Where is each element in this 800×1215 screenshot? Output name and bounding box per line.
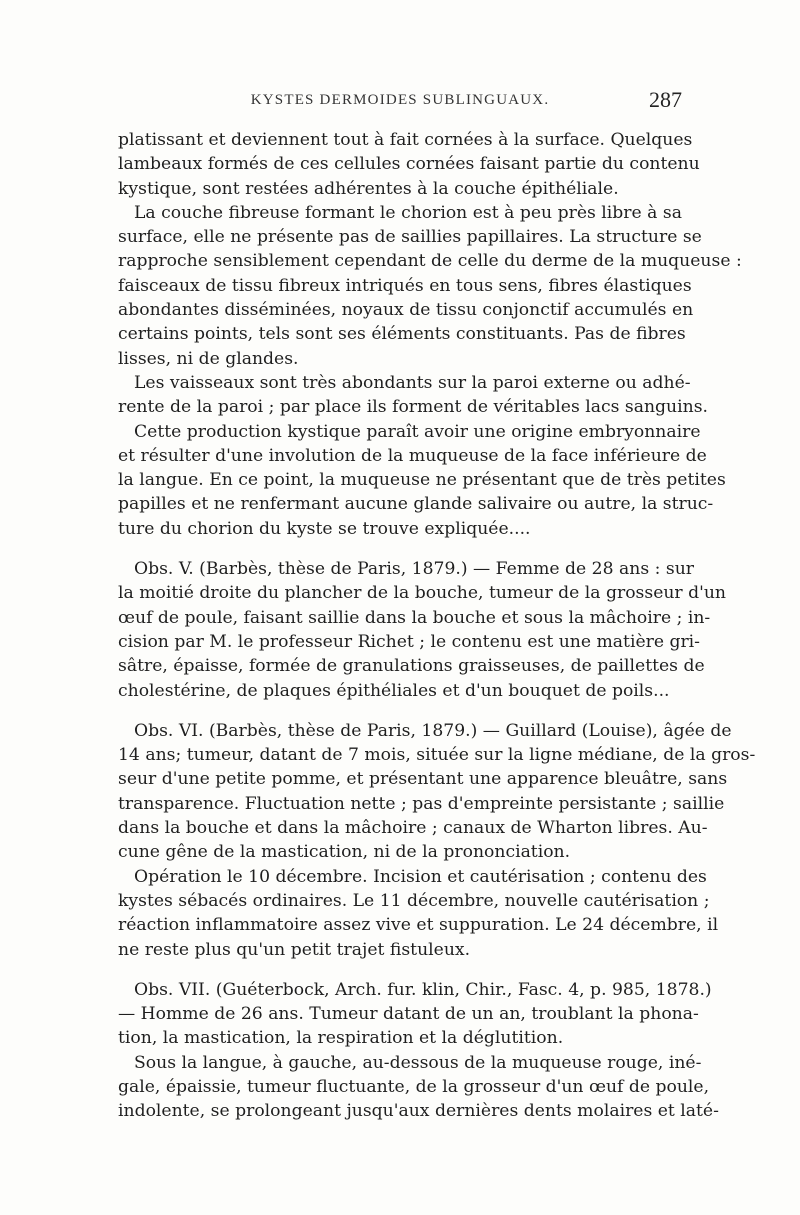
text-line: faisceaux de tissu fibreux intriqués en tous sens, fibres élastiques bbox=[118, 275, 692, 296]
text-line: kystique, sont restées adhérentes à la couche épithéliale. bbox=[118, 178, 619, 199]
paragraph bbox=[118, 1051, 719, 1124]
text-line: la moitié droite du plancher de la bouche, tumeur de la grosseur d'un bbox=[118, 583, 726, 604]
text-line: cune gêne de la mastication, ni de la prononciation. bbox=[118, 842, 571, 863]
text-line: rapproche sensiblement cependant de celle du derme de la muqueuse : bbox=[118, 251, 742, 272]
paragraph bbox=[118, 978, 712, 1051]
text-line: indolente, se prolongeant jusqu'aux dernières dents molaires et laté- bbox=[118, 1101, 719, 1122]
paragraph bbox=[118, 420, 726, 541]
text-line: Cette production kystique paraît avoir une origine embryonnaire bbox=[134, 421, 701, 442]
text-line: tion, la mastication, la respiration et la déglutition. bbox=[118, 1028, 564, 1049]
text-line: — Homme de 26 ans. Tumeur datant de un an, troublant la phona- bbox=[118, 1004, 699, 1025]
paragraph bbox=[118, 128, 700, 201]
paragraph bbox=[118, 201, 742, 371]
text-line: Obs. VII. (Guéterbock, Arch. fur. klin, Chir., Fasc. 4, p. 985, 1878.) bbox=[134, 979, 712, 1000]
paragraph-gap bbox=[118, 541, 682, 557]
paragraph bbox=[118, 557, 726, 703]
text-line: réaction inflammatoire assez vive et suppuration. Le 24 décembre, il bbox=[118, 915, 719, 936]
paragraph bbox=[118, 719, 756, 865]
text-line: rente de la paroi ; par place ils forment de véritables lacs sanguins. bbox=[118, 397, 708, 418]
text-line: papilles et ne renfermant aucune glande salivaire ou autre, la struc- bbox=[118, 494, 714, 515]
text-line: platissant et deviennent tout à fait cornées à la surface. Quelques bbox=[118, 130, 693, 150]
text-line: Opération le 10 décembre. Incision et cautérisation ; contenu des bbox=[134, 866, 707, 887]
text-line: œuf de poule, faisant saillie dans la bouche et sous la mâchoire ; in- bbox=[118, 607, 711, 628]
text-line: la langue. En ce point, la muqueuse ne présentant que de très petites bbox=[118, 470, 726, 491]
text-line: surface, elle ne présente pas de saillies papillaires. La structure se bbox=[118, 227, 702, 248]
text-line: transparence. Fluctuation nette ; pas d'empreinte persistante ; saillie bbox=[118, 793, 725, 814]
text-line: Sous la langue, à gauche, au-dessous de la muqueuse rouge, iné- bbox=[134, 1052, 702, 1073]
text-line: La couche fibreuse formant le chorion est à peu près libre à sa bbox=[134, 202, 682, 223]
text-line: gale, épaissie, tumeur fluctuante, de la grosseur d'un œuf de poule, bbox=[118, 1076, 710, 1097]
text-line: lambeaux formés de ces cellules cornées faisant partie du contenu bbox=[118, 154, 700, 175]
text-line: seur d'une petite pomme, et présentant une apparence bleuâtre, sans bbox=[118, 769, 728, 790]
text-line: ture du chorion du kyste se trouve expliquée.... bbox=[118, 518, 531, 539]
paragraph bbox=[118, 865, 719, 962]
text-line: Les vaisseaux sont très abondants sur la paroi externe ou adhé- bbox=[134, 372, 691, 393]
paragraph bbox=[118, 371, 708, 420]
text-line: dans la bouche et dans la mâchoire ; canaux de Wharton libres. Au- bbox=[118, 818, 708, 839]
text-line: lisses, ni de glandes. bbox=[118, 348, 299, 369]
text-line: sâtre, épaisse, formée de granulations graisseuses, de paillettes de bbox=[118, 656, 705, 677]
paragraph-gap bbox=[118, 703, 682, 719]
paragraph-gap bbox=[118, 962, 682, 978]
page-number: 287 bbox=[649, 87, 682, 112]
text-line: abondantes disséminées, noyaux de tissu conjonctif accumulés en bbox=[118, 300, 694, 321]
running-title: KYSTES DERMOIDES SUBLINGUAUX. bbox=[250, 92, 550, 108]
text-line: kystes sébacés ordinaires. Le 11 décembre, nouvelle cautérisation ; bbox=[118, 890, 710, 911]
text-line: cholestérine, de plaques épithéliales et d'un bouquet de poils... bbox=[118, 680, 670, 701]
text-line: ne reste plus qu'un petit trajet fistuleux. bbox=[118, 939, 471, 960]
text-line: et résulter d'une involution de la muqueuse de la face inférieure de bbox=[118, 445, 707, 466]
page-header bbox=[118, 87, 682, 122]
text-line: cision par M. le professeur Richet ; le contenu est une matière gri- bbox=[118, 631, 700, 652]
text-line: Obs. VI. (Barbès, thèse de Paris, 1879.) — Guillard (Louise), âgée de bbox=[134, 720, 732, 741]
body-text bbox=[118, 128, 756, 1124]
text-line: certains points, tels sont ses éléments constituants. Pas de fibres bbox=[118, 324, 686, 345]
text-line: 14 ans; tumeur, datant de 7 mois, située sur la ligne médiane, de la gros- bbox=[118, 745, 756, 766]
text-line: Obs. V. (Barbès, thèse de Paris, 1879.) — Femme de 28 ans : sur bbox=[134, 559, 694, 580]
